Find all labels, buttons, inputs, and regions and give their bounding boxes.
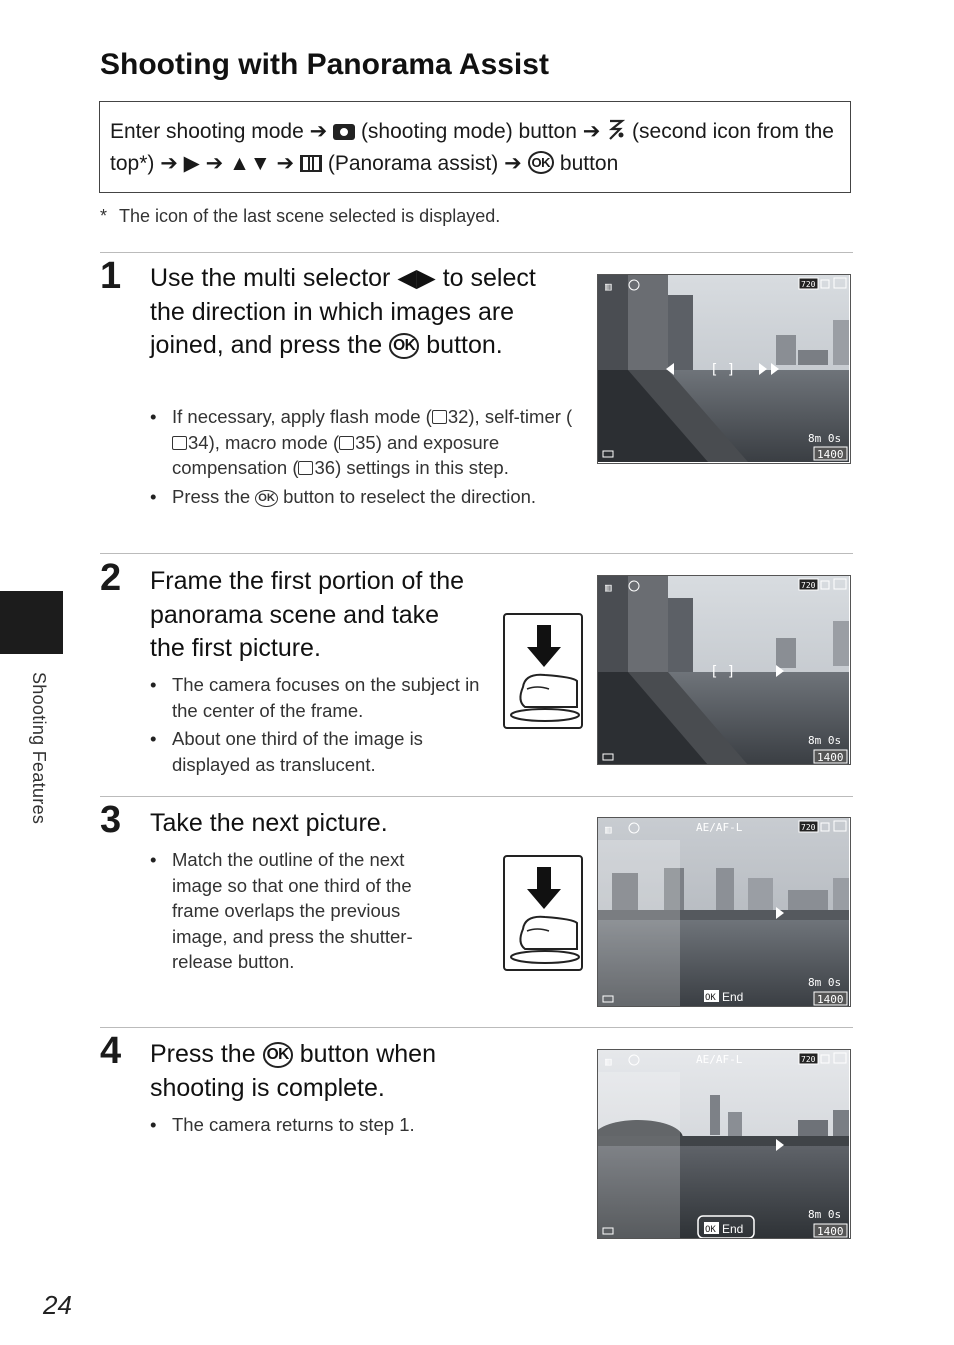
footnote: * The icon of the last scene selected is displayed. [100, 206, 501, 226]
page-title: Shooting with Panorama Assist [100, 48, 549, 81]
procedure-box [99, 101, 851, 193]
svg-text:OK: OK [705, 993, 716, 1003]
svg-text:[ ]: [ ] [710, 362, 736, 378]
section-tab [0, 591, 63, 654]
svg-text:1400: 1400 [817, 993, 844, 1006]
book-icon [298, 461, 313, 475]
multi-selector-left-right-icon: ◀▶ [397, 264, 436, 292]
right-triangle-icon: ▶ [183, 152, 200, 175]
arrow-icon: ➔ [582, 120, 601, 143]
camera-screen-step1 [597, 274, 851, 464]
svg-text:AE/AF-L: AE/AF-L [696, 821, 743, 834]
panorama-assist-icon [300, 155, 322, 172]
svg-text:8m 0s: 8m 0s [808, 734, 842, 747]
page-number: 24 [43, 1290, 72, 1320]
book-icon [339, 436, 354, 450]
list-item: • If necessary, apply flash mode ( 32), self-timer (34), macro mode ( 35) and exposure compensation ( 36) settings in this step. [150, 404, 575, 481]
svg-text:720: 720 [801, 581, 816, 590]
ok-button-icon: OK [263, 1042, 293, 1068]
section-label: Shooting Features [29, 672, 49, 825]
svg-text:▥: ▥ [605, 280, 612, 293]
list-item: • The camera returns to step 1. [150, 1112, 480, 1138]
divider [100, 1027, 853, 1028]
svg-text:8m 0s: 8m 0s [808, 976, 842, 989]
svg-text:720: 720 [801, 823, 816, 832]
step-heading: Use the multi selector ◀▶ to select the direction in which images are joined, and press the OK button. [150, 264, 536, 359]
step-bullets [150, 1112, 480, 1141]
procedure-text: Enter shooting mode ➔ (shooting mode) button ➔ (second icon from the top*) ➔ ▶ ➔ ▲▼ ➔ (Panorama assist) ➔ OK button [110, 120, 834, 175]
svg-text:End: End [722, 990, 744, 1004]
svg-text:▥: ▥ [605, 1055, 612, 1068]
step-bullets [150, 672, 480, 780]
divider [100, 252, 853, 253]
list-item: • Match the outline of the next image so that one third of the frame overlaps the previous image, and press the shutter-release button. [150, 847, 450, 975]
shutter-press-icon [503, 855, 583, 971]
svg-text:8m 0s: 8m 0s [808, 432, 842, 445]
step-heading: Take the next picture. [150, 809, 388, 837]
step-heading: Frame the first portion of the panorama scene and take the first picture. [150, 567, 465, 662]
svg-text:AE/AF-L: AE/AF-L [696, 1053, 743, 1066]
svg-text:OK: OK [705, 1225, 716, 1235]
step-number: 1 [100, 255, 122, 297]
ok-button-icon: OK [255, 490, 278, 507]
svg-text:End: End [722, 1222, 744, 1236]
divider [100, 553, 853, 554]
step-number: 3 [100, 799, 122, 841]
svg-text:[ ]: [ ] [710, 664, 736, 680]
shutter-press-icon [503, 613, 583, 729]
arrow-icon: ➔ [160, 152, 178, 175]
svg-text:▥: ▥ [605, 823, 612, 836]
ok-button-icon: OK [528, 151, 555, 174]
scene-icon [606, 120, 632, 143]
camera-screen-step3 [597, 817, 851, 1007]
svg-text:8m 0s: 8m 0s [808, 1208, 842, 1221]
svg-text:1400: 1400 [817, 751, 844, 764]
book-icon [172, 436, 187, 450]
list-item: • About one third of the image is displayed as translucent. [150, 726, 480, 777]
book-icon [432, 410, 447, 424]
step-heading: Press the OK button when shooting is complete. [150, 1040, 436, 1102]
svg-text:1400: 1400 [817, 448, 844, 461]
svg-text:▥: ▥ [605, 581, 612, 594]
up-down-icon: ▲▼ [229, 152, 271, 175]
svg-text:720: 720 [801, 1055, 816, 1064]
divider [100, 796, 853, 797]
arrow-icon: ➔ [205, 152, 224, 175]
svg-text:720: 720 [801, 280, 816, 289]
camera-icon [333, 124, 355, 140]
list-item: • The camera focuses on the subject in the center of the frame. [150, 672, 480, 723]
step-number: 2 [100, 557, 122, 599]
step-bullets [150, 847, 450, 978]
step-number: 4 [100, 1030, 122, 1072]
arrow-icon: ➔ [276, 152, 295, 175]
camera-screen-step2 [597, 575, 851, 765]
step-bullets [150, 404, 575, 512]
arrow-icon: ➔ [504, 152, 522, 175]
list-item: • Press the OK button to reselect the direction. [150, 484, 575, 510]
arrow-icon: ➔ [309, 120, 328, 143]
camera-screen-step4 [597, 1049, 851, 1239]
ok-button-icon: OK [389, 333, 419, 359]
svg-text:1400: 1400 [817, 1225, 844, 1238]
